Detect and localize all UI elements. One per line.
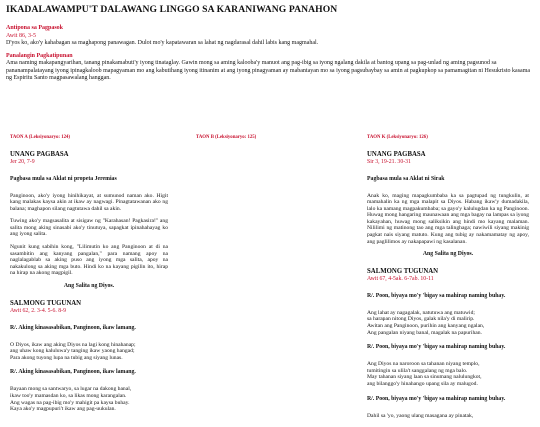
psalm-verse [367,413,529,420]
column-year-c [367,135,529,427]
verse-line: Para akong tuyong lupa na tubig ang siyang lunas. [10,354,123,361]
antiphon-text: D'yos ko, ako'y kahabagan sa maghapong panawagan. Dulot mo'y kapatawaran sa lahat ng nagdarasal dahil labis kang magmahal. [6,40,319,46]
collect-text: Ama naming makapangyarihan, tanang pinakamabuti'y iyong tinataglay. Gawin mong sa aming kalooba'y manuot ang pag-ibig sa iyong ngalang dakila at bantog upang sa pag-unlad ng aming pagsunod sa pananampalatayang iyong ipinagkaloob mapagyaman mo ang kabutihang iyong itinanim at ang iyong pinagyaman ay mabantayan mo sa iyong pagsubaybay sa amin at pagkupkop sa pamamagitan ni Hesukristo kasama ng Espiritu Santo magpasawalang hanggan. [6,60,531,81]
psalm-verse [10,386,168,412]
psalm-verse [10,342,168,362]
psalm-verse [367,310,529,336]
word-of-god: Ang Salita ng Diyos. [422,251,474,258]
column-b-header: TAON B (Leksiyonaryo: 125) [196,135,257,140]
psalm-title: SALMONG TUGUNAN [10,300,82,308]
collect-section [6,53,534,83]
reading-paragraph: Anak ko, maging mapagkumbaba ka sa pagtupad ng tungkulin, at mamahalin ka ng mga malapit sa Diyos. Habang ikaw'y dumadakila, lalo ka namang magpakumbaba; sa gayo'y kalulugdan ka ng Panginoon. Huwag mong hangaring maunawaan ang mga bagay na lampas sa iyong kakayahan, huwag mong saliksikin ang hindi mo kayang malaman. Nililimi ng matinong tao ang mga talinghaga; nawiwili siyang makinig pagkat nais siyang matuto. Kung ang tubig ay nakamamatay ng apoy, ang paglilimos ay nakapapawi ng kasalanan. [367,192,529,245]
verse-line: Ang Diyos na naroroon sa tahanan niyang templo, [367,361,480,368]
psalm-response: R/. Aking kinasasabikan, Panginoon, ikaw lamang. [10,369,136,376]
reading-paragraph: Panginoon, ako'y iyong hinihikayat, at sumunod naman ako. Higit kang malakas kaysa akin at ikaw ay nagwagi. Pinagtatawanan ako ng balana; maghapon silang nagtutawa dahil sa akin. [10,192,168,212]
verse-line: Ang pangalan niyang banal, magalak na papurihan. [367,329,482,336]
readings-columns [6,135,534,419]
column-year-a [10,135,168,421]
first-reading-title: UNANG PAGBASA [367,151,426,158]
verse-line: Awitan ang Panginoon, purihin ang kanyang ngalan, [367,322,485,329]
antiphon-section [6,25,534,48]
psalm-response: R/. Poon, biyaya mo'y 'bigay sa mahirap naming buhay. [367,292,506,299]
psalm-verse [367,361,529,387]
column-c-header: TAON K (Leksiyonaryo: 126) [367,135,428,140]
reading-paragraph: Tuwing ako'y magsasalita at sisigaw ng "Karahasan! Pagkasira!" ang salita mong aking sinasabi ako'y tinutuya, sapagkat ipinahahayag ko ang iyong salita. [10,218,168,238]
column-a-header: TAON A (Leksiyonaryo: 124) [10,135,71,140]
antiphon-title: Antipona sa Pagpasok [6,25,64,31]
psalm-response: R/. Poon, biyaya mo'y 'bigay sa mahirap naming buhay. [367,395,506,402]
verse-line: Bayaan mong sa santwaryo, sa lugar na dakong banal, [10,386,132,393]
verse-line: Kaya ako'y magpupuri't ikaw ang pag-uukulan. [10,406,116,413]
word-of-god: Ang Salita ng Diyos. [63,283,115,290]
verse-line: tumitingin sa ulila't sanggalang ng mga balo. [367,367,468,374]
first-reading-title: UNANG PAGBASA [10,151,69,158]
first-reading-source: Pagbasa mula sa Aklat ni Sirak [367,175,445,182]
verse-line: ang uhaw kong kaluluwa'y tanging ikaw yaong hangad; [10,348,135,355]
first-reading-source: Pagbasa mula sa Aklat ni propeta Jeremias [10,175,117,182]
verse-line: sa harapan nitong Diyos, galak nila'y di malirip. [367,316,475,323]
verse-line: O Diyos, ikaw ang aking Diyos na lagi kong hinahanap; [10,341,136,348]
column-year-b [196,135,351,151]
verse-line: Ang wagas na pag-ibig mo'y mahigit pa kaysa buhay. [10,399,130,406]
verse-line: May tahanan siyang laan sa sinumang nalulungkot, [367,374,482,381]
verse-line: ang bilanggo'y hinahango upang sila ay malugod. [367,380,478,387]
verse-line: Dahil sa 'yo, yaong ulang masagana ay pinatak, [367,412,474,419]
antiphon-ref: Awit 86, 3-5 [6,32,36,39]
collect-title: Panalangin Pagkatipunan [6,52,73,59]
first-reading-ref: Sir 3, 19-21. 30-31 [367,158,411,165]
psalm-response: R/. Aking kinasasabikan, Panginoon, ikaw lamang. [10,324,136,331]
psalm-ref: Awit 67, 4-5ak. 6-7ab. 10-11 [367,275,434,282]
reading-paragraph: Ngunit kung sabihin kong, "Lilimutin ko ang Panginoon at di na sasambitin ang kanyang pangalan," para namang apoy na naglalagablab sa aking puso ang iyong mga salita, apoy na nakakulong sa aking mga buto. Hindi ko na kayang pigilin ito, hirap na hirap na akong magpigil. [10,244,168,277]
first-reading-ref: Jer 20, 7-9 [10,158,35,165]
page-title: IKADALAWAMPU'T DALAWANG LINGGO SA KARANIWANG PANAHON [6,4,338,15]
verse-line: ikaw too'y mamasdan ko, sa likas mong karangalan. [10,392,127,399]
psalm-response: R/. Poon, biyaya mo'y 'bigay sa mahirap naming buhay. [367,344,506,351]
psalm-ref: Awit 62, 2. 3-4. 5-6. 8-9 [10,307,66,314]
verse-line: Ang lahat ay nagagalak, natutuwa ang matuwid; [367,309,475,316]
psalm-title: SALMONG TUGUNAN [367,268,439,276]
